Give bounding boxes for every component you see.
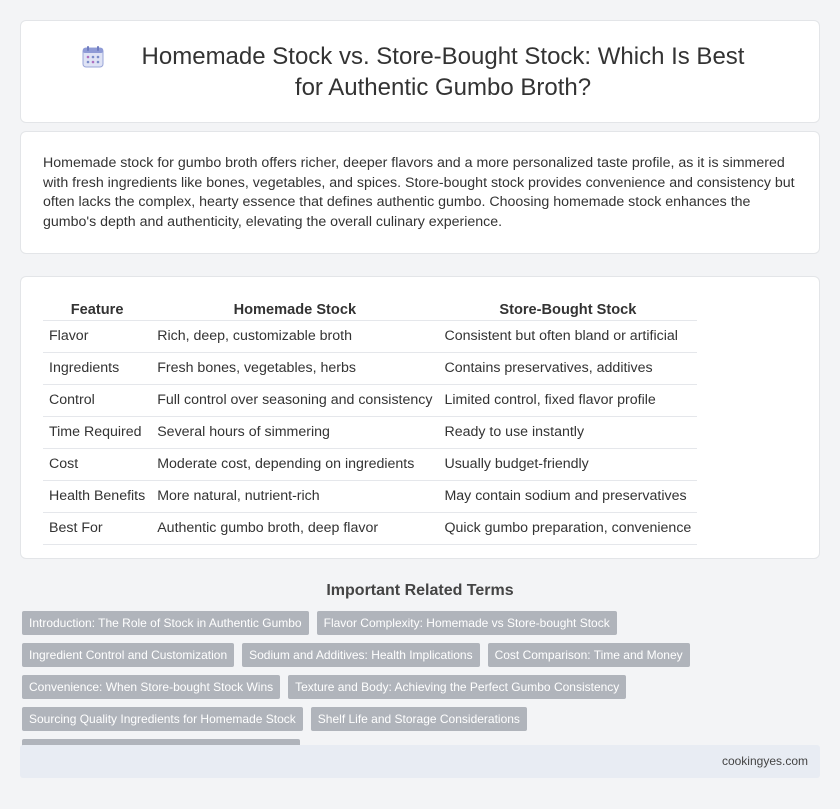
row-feature: Flavor [43, 321, 151, 353]
header-homemade: Homemade Stock [151, 299, 438, 321]
intro-paragraph: Homemade stock for gumbo broth offers richer, deeper flavors and a more personalized taste profile, as it is simmered with fresh ingredients like bones, vegetables, and spices. Store-bought stock provides convenience and consistency but often lacks the complex, hearty essence that defines authentic gumbo. Choosing homemade stock enhances the gumbo's depth and authenticity, elevating the overall culinary experience. [43, 155, 795, 230]
table-row [43, 481, 697, 513]
footer [20, 745, 820, 778]
row-store-bought: Consistent but often bland or artificial [438, 321, 697, 353]
row-store-bought: May contain sodium and preservatives [438, 481, 697, 513]
row-feature: Time Required [43, 417, 151, 449]
related-term-tag[interactable]: Cost Comparison: Time and Money [488, 643, 690, 667]
row-homemade: Full control over seasoning and consistency [151, 385, 438, 417]
row-feature: Cost [43, 449, 151, 481]
related-term-tag[interactable]: Ingredient Control and Customization [22, 643, 234, 667]
row-homemade: Moderate cost, depending on ingredients [151, 449, 438, 481]
row-store-bought: Quick gumbo preparation, convenience [438, 513, 697, 545]
header-feature: Feature [43, 299, 151, 321]
row-homemade: Several hours of simmering [151, 417, 438, 449]
related-term-tag[interactable]: Sourcing Quality Ingredients for Homemade Stock [22, 707, 303, 731]
comparison-table [43, 299, 697, 545]
intro-card [20, 131, 820, 254]
table-row [43, 353, 697, 385]
comparison-card [20, 276, 820, 559]
row-homemade: Fresh bones, vegetables, herbs [151, 353, 438, 385]
header-store-bought: Store-Bought Stock [438, 299, 697, 321]
row-feature: Control [43, 385, 151, 417]
row-feature: Health Benefits [43, 481, 151, 513]
row-store-bought: Usually budget-friendly [438, 449, 697, 481]
table-row [43, 449, 697, 481]
row-store-bought: Limited control, fixed flavor profile [438, 385, 697, 417]
related-term-tag[interactable]: Introduction: The Role of Stock in Authentic Gumbo [22, 611, 309, 635]
footer-site-name[interactable]: cookingyes.com [721, 754, 808, 768]
table-row [43, 513, 697, 545]
row-homemade: Authentic gumbo broth, deep flavor [151, 513, 438, 545]
table-row [43, 417, 697, 449]
title-wrap [81, 41, 759, 103]
row-feature: Best For [43, 513, 151, 545]
row-homemade: Rich, deep, customizable broth [151, 321, 438, 353]
page-title: Homemade Stock vs. Store-Bought Stock: Which Is Best for Authentic Gumbo Broth? [141, 42, 745, 101]
related-term-tag[interactable]: Sodium and Additives: Health Implications [242, 643, 479, 667]
title-card [20, 20, 820, 123]
row-store-bought: Contains preservatives, additives [438, 353, 697, 385]
row-store-bought: Ready to use instantly [438, 417, 697, 449]
table-header-row [43, 299, 697, 321]
related-term-tag[interactable]: Texture and Body: Achieving the Perfect Gumbo Consistency [288, 675, 626, 699]
related-term-tag[interactable]: Flavor Complexity: Homemade vs Store-bought Stock [317, 611, 617, 635]
row-feature: Ingredients [43, 353, 151, 385]
related-term-tag[interactable]: Shelf Life and Storage Considerations [311, 707, 527, 731]
table-row [43, 321, 697, 353]
related-term-tag[interactable]: Convenience: When Store-bought Stock Wins [22, 675, 280, 699]
table-row [43, 385, 697, 417]
row-homemade: More natural, nutrient-rich [151, 481, 438, 513]
related-terms-title: Important Related Terms [326, 582, 514, 599]
calendar-icon [81, 45, 105, 69]
